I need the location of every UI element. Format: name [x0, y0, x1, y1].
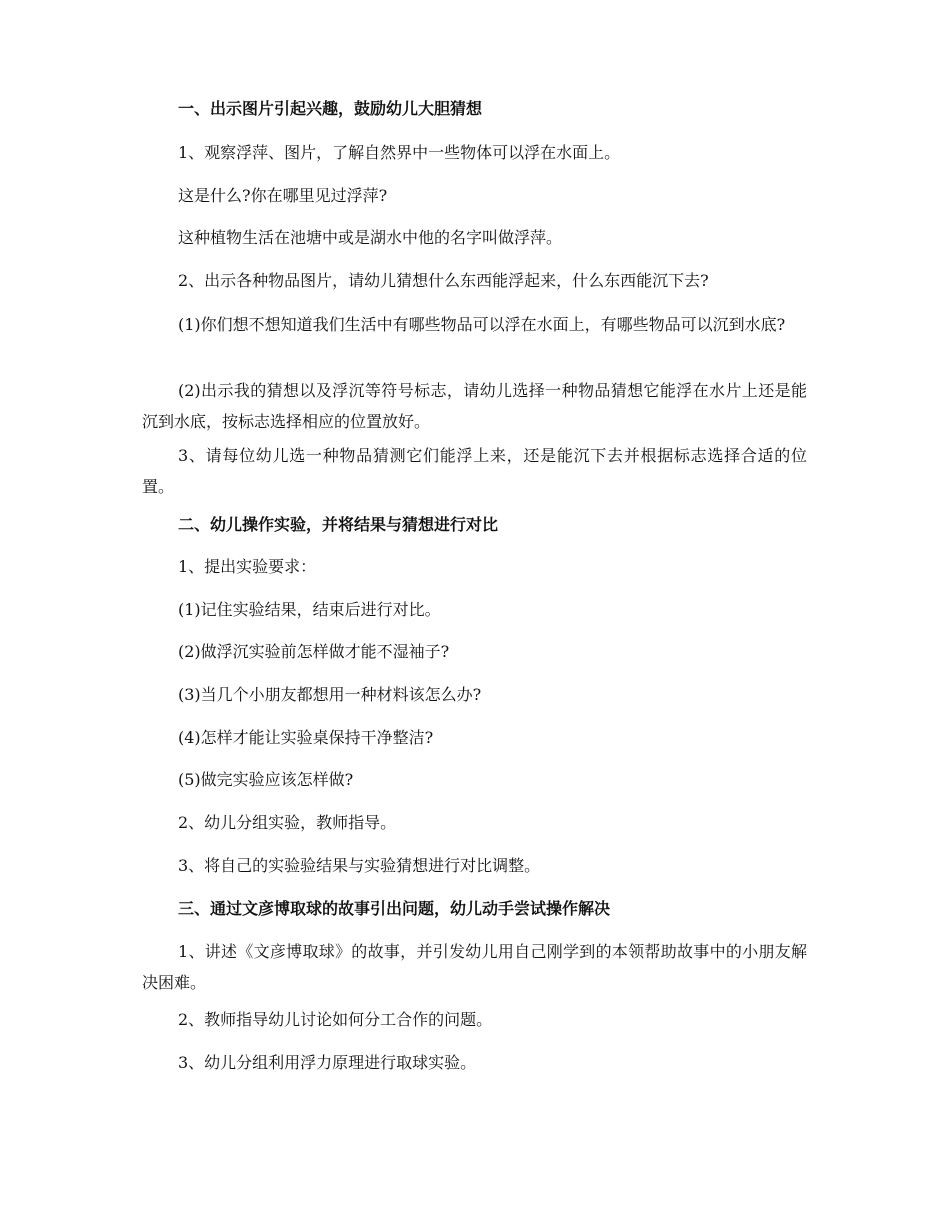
paragraph: 2、幼儿分组实验，教师指导。	[178, 813, 397, 832]
paragraph: 3、请每位幼儿选一种物品猜测它们能浮上来，还是能沉下去并根据标志选择合适的位置。	[142, 446, 807, 496]
paragraph: (2)做浮沉实验前怎样做才能不湿袖子?	[178, 642, 450, 661]
paragraph: (5)做完实验应该怎样做?	[178, 770, 354, 789]
paragraph: 3、将自己的实验验结果与实验猜想进行对比调整。	[178, 856, 541, 875]
section-heading-3: 三、通过文彦博取球的故事引出问题，幼儿动手尝试操作解决	[178, 899, 611, 918]
paragraph: 3、幼儿分组利用浮力原理进行取球实验。	[178, 1053, 477, 1072]
paragraph: (2)出示我的猜想以及浮沉等符号标志，请幼儿选择一种物品猜想它能浮在水片上还是能沉到水底，按标志选择相应的位置放好。	[142, 381, 807, 431]
paragraph: (1)你们想不想知道我们生活中有哪些物品可以浮在水面上，有哪些物品可以沉到水底?	[178, 315, 786, 334]
paragraph: (1)记住实验结果，结束后进行对比。	[178, 600, 441, 619]
section-heading-2: 二、幼儿操作实验，并将结果与猜想进行对比	[178, 515, 499, 534]
paragraph: 1、提出实验要求：	[178, 557, 317, 576]
paragraph: 1、观察浮萍、图片，了解自然界中一些物体可以浮在水面上。	[178, 143, 621, 162]
paragraph: 这种植物生活在池塘中或是湖水中他的名字叫做浮萍。	[178, 228, 563, 247]
paragraph: (3)当几个小朋友都想用一种材料该怎么办?	[178, 685, 482, 704]
section-heading-1: 一、出示图片引起兴趣，鼓励幼儿大胆猜想	[178, 99, 483, 118]
paragraph: (4)怎样才能让实验桌保持干净整洁?	[178, 728, 434, 747]
paragraph: 2、教师指导幼儿讨论如何分工合作的问题。	[178, 1010, 493, 1029]
paragraph: 这是什么?你在哪里见过浮萍?	[178, 186, 388, 205]
paragraph: 2、出示各种物品图片，请幼儿猜想什么东西能浮起来，什么东西能沉下去?	[178, 271, 709, 290]
paragraph: 1、讲述《文彦博取球》的故事，并引发幼儿用自己刚学到的本领帮助故事中的小朋友解决困难。	[142, 942, 807, 992]
